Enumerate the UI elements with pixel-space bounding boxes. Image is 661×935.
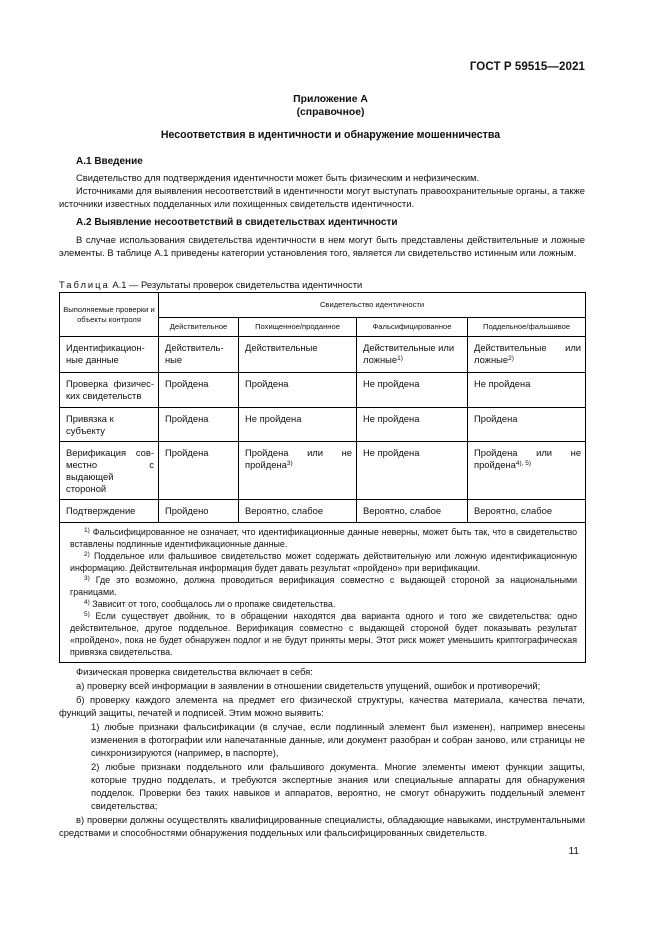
- table-header-checks: Выполняемые проверки и объекты контроля: [60, 293, 159, 337]
- footnote-ref: 3): [286, 460, 293, 467]
- table-cell: Привязка к субъекту: [60, 408, 159, 442]
- table-cell: Пройдена: [159, 373, 239, 408]
- cell-text: Пройдена или не пройдена: [245, 447, 352, 470]
- list-item-b: б) проверку каждого элемента на предмет его физической структуры, качества материала, качества печати, функций защиты, печатей и подписей. Этим можно выявить:: [59, 694, 585, 718]
- footnote-ref: 1): [397, 355, 403, 362]
- table-row: [60, 408, 586, 442]
- table-header-valid: Действительное: [159, 318, 239, 337]
- footnote-text: Фальсифицированное не означает, что идентификационные данные неверны, может быть так, что в свидетельство вставлены подлинные идентификационные данные.: [70, 527, 578, 549]
- list-item-b2: 2) любые признаки поддельного или фальшивого документа. Многие элементы имеют функции защиты, которые трудно подделать, и требуются экспертные знания или специальные аппараты для обнаружения подделок. Проверки без таких навыков и аппаратов, вероятно, не смогут обнаружить поддельный элемент свидетельства;: [91, 761, 585, 811]
- table-cell: Не пройдена: [357, 408, 468, 442]
- table-header-group: Свидетельство идентичности: [159, 293, 586, 318]
- table-header-falsified: Фальсифицированное: [357, 318, 468, 337]
- section-a2-paragraph: В случае использования свидетельства идентичности в нем могут быть представлены действительные и ложные элементы. В таблице А.1 приведены категории установления того, является ли свидетельство истинным или ложным.: [59, 234, 585, 258]
- results-table: [59, 292, 586, 663]
- footnote-mark: 1): [84, 527, 90, 534]
- cell-text: Действительные или ложные: [474, 342, 582, 365]
- table-cell: Верификация сов-местно с выдающей стороной: [60, 442, 159, 500]
- table-cell: Действитель-ные: [159, 337, 239, 373]
- table-row: [60, 500, 586, 523]
- footnote-mark: 3): [84, 575, 90, 582]
- footnote-text: Где это возможно, должна проводиться верификация совместно с выдающей стороной за национальными границами.: [70, 575, 578, 597]
- table-header-forged: Поддельное/фальшивое: [468, 318, 586, 337]
- appendix-label: Приложение А: [293, 94, 368, 105]
- table-cell: Не пройдена: [357, 373, 468, 408]
- table-cell: Подтверждение: [60, 500, 159, 523]
- appendix-heading: [0, 93, 661, 119]
- table-caption-text: А.1 — Результаты проверок свидетельства идентичности: [109, 279, 363, 290]
- appendix-type: (справочное): [296, 107, 365, 118]
- footnote-mark: 2): [84, 551, 90, 558]
- table-cell: [468, 337, 586, 373]
- table-cell: Не пройдена: [468, 373, 586, 408]
- table-caption-prefix: Таблица: [59, 279, 110, 290]
- footnote-mark: 5): [84, 611, 90, 618]
- footnote: [70, 610, 577, 658]
- section-a1-heading: А.1 Введение: [76, 156, 143, 167]
- table-cell: Пройдена: [159, 408, 239, 442]
- document-id: ГОСТ Р 59515—2021: [469, 61, 585, 73]
- list-item-a: а) проверку всей информации в заявлении в отношении свидетельств упущений, ошибок и противоречий;: [76, 680, 541, 691]
- table-cell: Пройдена: [239, 373, 357, 408]
- table-cell: Идентификацион-ные данные: [60, 337, 159, 373]
- table-cell: [357, 337, 468, 373]
- table-cell: Не пройдена: [239, 408, 357, 442]
- table-caption: [59, 279, 362, 290]
- table-row: [60, 337, 586, 373]
- table-cell: [468, 442, 586, 500]
- table-cell: Вероятно, слабое: [357, 500, 468, 523]
- table-cell: Пройдена: [159, 442, 239, 500]
- footnote-text: Поддельное или фальшивое свидетельство может содержать действительную или ложную идентификационную информацию. Действительная информация будет давать результат «пройдено» при верификации.: [70, 551, 578, 573]
- physical-check-list: [59, 665, 585, 840]
- footnote: [70, 574, 577, 598]
- table-cell: Действительные: [239, 337, 357, 373]
- table-cell: Пройдено: [159, 500, 239, 523]
- footnote-text: Если существует двойник, то в обращении находятся два варианта одного и того же свидетельства: одно действительное, другое поддельное. Верификация совместно с выдающей стороной будет показывать результат «пройдено», пока не будет обнаружен подлог и не будут приняты меры. Этот риск может уменьшить криптографическая привязка свидетельства.: [70, 611, 578, 657]
- table-cell: Вероятно, слабое: [239, 500, 357, 523]
- section-a1-paragraph-2: Источниками для выявления несоответствий в идентичности могут выступать правоохранительные органы, а также источники известных подделанных или похищенных свидетельств идентичности.: [59, 185, 585, 209]
- table-header-stolen: Похищенное/проданное: [239, 318, 357, 337]
- appendix-title: Несоответствия в идентичности и обнаружение мошенничества: [160, 129, 501, 141]
- table-row: [60, 442, 586, 500]
- footnote-ref: 4), 5): [515, 460, 531, 467]
- table-footnotes: [60, 523, 586, 663]
- table-cell: Вероятно, слабое: [468, 500, 586, 523]
- cell-text: Пройдена или не пройдена: [474, 447, 582, 470]
- section-a2-heading: А.2 Выявление несоответствий в свидетельствах идентичности: [76, 217, 398, 228]
- footnote: [70, 598, 577, 610]
- cell-text: Действительные или ложные: [363, 342, 455, 365]
- list-item-b1: 1) любые признаки фальсификации (в случае, если подлинный элемент был изменен), например внесены изменения в фотографии или напечатанные данные, или документ разобран и собран заново, или страницы не синхронизируются (например, в паспорте),: [91, 721, 585, 758]
- section-a1-paragraph-1: Свидетельство для подтверждения идентичности может быть физическим и нефизическим.: [76, 172, 480, 183]
- table-cell: Пройдена: [468, 408, 586, 442]
- footnote: [70, 550, 577, 574]
- list-intro: Физическая проверка свидетельства включает в себя:: [76, 666, 313, 677]
- footnote-ref: 2): [508, 355, 514, 362]
- table-cell: Не пройдена: [357, 442, 468, 500]
- footnote-text: Зависит от того, сообщалось ли о пропаже свидетельства.: [89, 599, 336, 609]
- footnote: [70, 526, 577, 550]
- table-cell: [239, 442, 357, 500]
- table-cell: Проверка физичес-ких свидетельств: [60, 373, 159, 408]
- list-item-c: в) проверки должны осуществлять квалифицированные специалисты, обладающие навыками, инструментальными средствами и способностями обнаружения поддельных или фальсифицированных свидетельств.: [59, 814, 585, 838]
- page-number: 11: [568, 846, 579, 857]
- table-row: [60, 373, 586, 408]
- footnote-mark: 4): [84, 599, 90, 606]
